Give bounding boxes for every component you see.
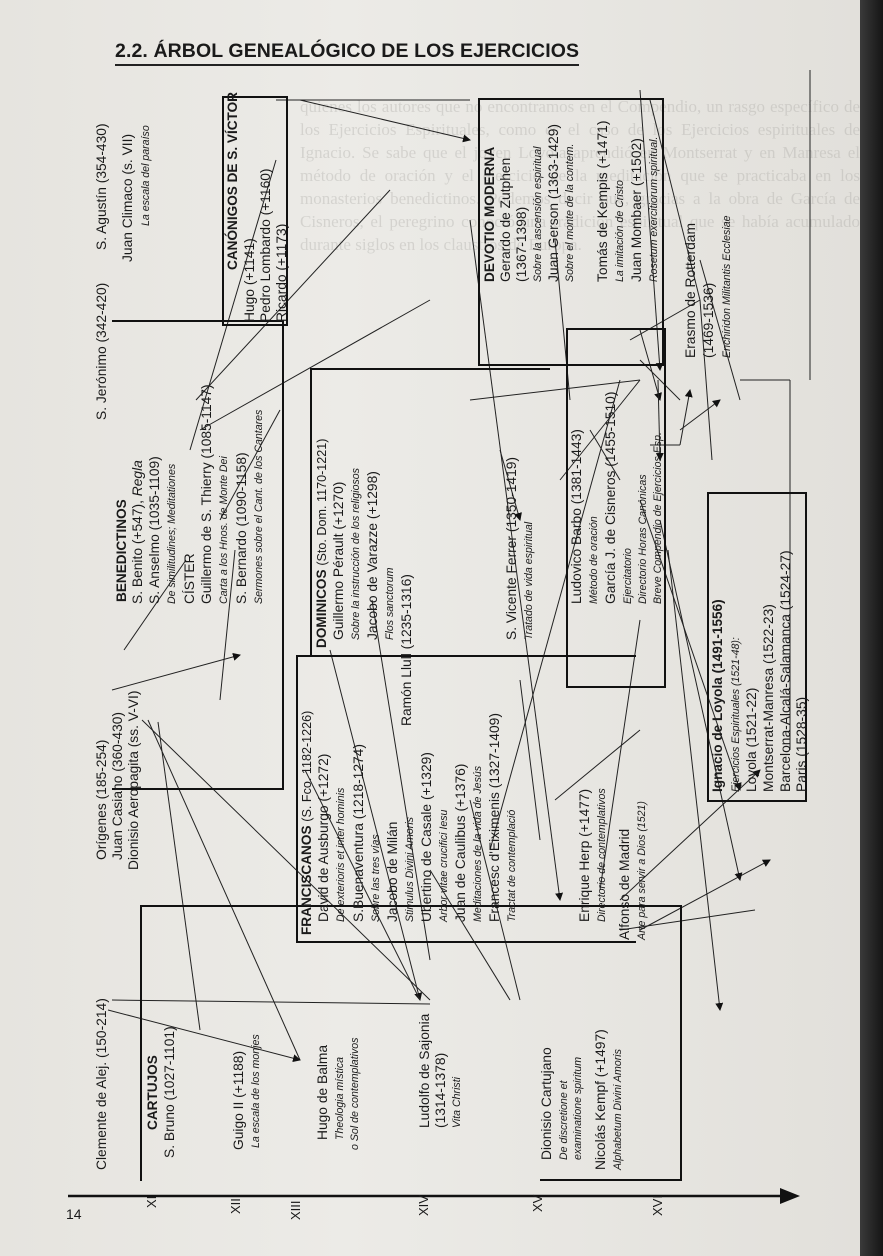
dominicos-heading-name: DOMINICOS: [314, 569, 329, 648]
ferrer-work: Tratado de vida espiritual: [523, 521, 535, 640]
erasmo-dates: (1469-1536): [701, 282, 716, 358]
mombaer-work: Rosetum exercitiorum spiritual.: [648, 136, 660, 282]
benito-label: [131, 460, 145, 604]
jeronimo-label: S. Jerónimo (342-420): [94, 282, 109, 420]
cartujos-heading: CARTUJOS: [145, 1055, 160, 1130]
century-xv: XV: [530, 1194, 545, 1212]
hugo-label: Hugo (+1141): [242, 238, 257, 322]
barbo-label: Ludovico Barbo (1381-1443): [569, 429, 584, 604]
ludolfo-work: Vita Christi: [451, 1076, 463, 1128]
buenaventura-work: Sobre las tres vías: [370, 834, 382, 922]
ignacio-work: Ejercicios Espirituales (1521-48):: [730, 637, 742, 792]
balma-label: Hugo de Balma: [315, 1044, 330, 1140]
climaco-label: Juan Climaco (s. VII): [120, 133, 135, 262]
milan-label: Jacobo de Milán: [385, 821, 400, 922]
ludolfo-dates: (1314-1378): [433, 1052, 448, 1128]
balma-work2: o Sol de contemplativos: [349, 1037, 361, 1150]
ignacio-paris: Paris (1528-35): [794, 696, 809, 792]
devotio-heading: DEVOTIO MODERNA: [482, 146, 497, 282]
dominicos-heading: [315, 439, 329, 649]
bernardo-work: Sermones sobre el Cant. de los Cantares: [253, 409, 265, 604]
franciscanos-heading-name: FRANCISCANOS: [299, 825, 314, 935]
gerson-label: Juan Gerson (1363-1429): [546, 124, 561, 282]
kempf-label: Nicolás Kempf (+1497): [593, 1029, 608, 1170]
ignacio-heading: Ignacio de Loyola (1491-1556): [710, 599, 725, 792]
century-xiv: XIV: [416, 1195, 431, 1216]
anselmo-label: S. Anselmo (1035-1109): [147, 456, 162, 604]
dionisio-cartujano-label: Dionisio Cartujano: [539, 1047, 554, 1160]
ferrer-label: S. Vicente Ferrer (1350-1419): [504, 456, 519, 640]
benito-work: Regla: [130, 460, 145, 497]
dionisio-areo-label: Dionisio Aeropagita (ss. V-VI): [126, 690, 141, 870]
ignacio-barcelona: Barcelona-Alcalá-Salamanca (1524-27): [778, 550, 793, 792]
milan-work: Stimulus Divini Amoris: [404, 817, 416, 922]
casale-work: Arbor vitae crucifici Iesu: [438, 809, 450, 922]
mombaer-label: Juan Mombaer (+1502): [629, 138, 644, 282]
ausburgo-work: De exterioris et inter hominis: [335, 787, 347, 922]
franciscanos-heading-dates: (S. Fco. 1182-1226): [300, 710, 314, 822]
cisneros-work3: Breve Compendio de Ejercicios Esp.: [652, 432, 664, 604]
herp-label: Enrique Herp (+1477): [577, 788, 592, 922]
benito-name: S. Benito (+547),: [130, 500, 145, 604]
century-xi: XI: [144, 1195, 159, 1208]
caulibus-label: Juan de Caulibus (+1376): [453, 763, 468, 922]
ludolfo-label: Ludolfo de Sajonia: [417, 1013, 432, 1128]
alfonso-label: Alfonso de Madrid: [617, 828, 632, 940]
zutphen-work: Sobre la ascensión espiritual: [532, 146, 544, 282]
zutphen-dates: (1367-1398): [514, 206, 529, 282]
origenes-label: Orígenes (185-254): [94, 739, 109, 860]
agustin-label: S. Agustín (354-430): [94, 123, 109, 250]
dionisio-work2: examinatione spiritum: [572, 1056, 584, 1160]
barbo-work: Método de oración: [588, 516, 600, 604]
ignacio-loyola: Loyola (1521-22): [744, 687, 759, 792]
cister-label: CÍSTER: [182, 553, 197, 604]
cisneros-work2: Directorio Horas Canónicas: [637, 474, 649, 604]
casale-label: Ubertino de Casale (+1329): [419, 752, 434, 922]
bruno-label: S. Bruno (1027-1101): [162, 1026, 177, 1158]
ignacio-montserrat: Montserrat-Manresa (1522-23): [761, 604, 776, 792]
century-xvi: XVI: [650, 1195, 665, 1216]
caulibus-work: Meditaciones de la vida de Jesús: [472, 765, 484, 922]
herp-work: Directorio de contemplativos: [596, 788, 608, 922]
cisneros-work1: Ejercitatorio: [622, 548, 634, 604]
erasmo-label: Erasmo de Rotterdam: [683, 223, 698, 358]
buenaventura-label: S.Buenaventura (1218-1274): [351, 744, 366, 922]
casiano-label: Juan Casiano (360-430): [110, 711, 125, 860]
gerson-work: Sobre el monte de la contem.: [564, 143, 576, 282]
kempf-work: Alphabetum Divini Amoris: [612, 1049, 624, 1170]
thierry-label: Guillermo de S. Thierry (1085-1147): [199, 384, 214, 604]
timeline-arrowhead: [780, 1188, 800, 1204]
book-binding-shadow: [860, 0, 883, 1256]
century-xiii: XIII: [288, 1200, 303, 1220]
franciscanos-heading: [300, 711, 314, 935]
page-number: 14: [66, 1206, 82, 1222]
perault-work: Sobre la instrucción de los religiosos: [350, 468, 362, 640]
page-title: 2.2. ÁRBOL GENEALÓGICO DE LOS EJERCICIOS: [115, 40, 579, 66]
varazze-work: Flos sanctorum: [384, 567, 396, 640]
anselmo-work: De similitudines; Meditationes: [166, 463, 178, 604]
bernardo-label: S. Bernardo (1090-1158): [234, 452, 249, 604]
balma-work1: Theologia mística: [334, 1056, 346, 1140]
varazze-label: Jacobo de Varazze (+1298): [365, 471, 380, 640]
ricardo-label: Ricardo (+1173): [274, 223, 289, 322]
kempis-label: Tomás de Kempis (+1471): [595, 120, 610, 282]
dominicos-heading-dates: (Sto. Dom. 1170-1221): [315, 438, 329, 566]
thierry-work: Carta a los Hnos. de Monte Dei: [218, 456, 230, 604]
century-xii: XII: [228, 1198, 243, 1214]
dionisio-work1: De discretione et: [558, 1080, 570, 1160]
ausburgo-label: David de Ausburgo (+1272): [316, 753, 331, 922]
bleed-through-text: quienes los autores que no encontramos en el Compendio, un rasgo específico de los Ejercicios Espirituales, como es el caso de los Ejercicios espirituales de Ignacio. Se sabe que el joven Loyola aprendió en Montserrat y en Manresa el método de oración y el ejercicio de la meditación que se practicaba en los monasterios benedictinos. Podemos decir que, gracias a la obra de García de Cisneros, el peregrino conoció una tradición espiritual que se había acumulado durante siglos en los claustros de Europa.: [300, 97, 860, 254]
kempis-work: La imitación de Cristo: [614, 180, 626, 282]
zutphen-label: Gerardo de Zutphen: [498, 157, 513, 282]
alfonso-work: Arte para servir a Dios (1521): [636, 801, 648, 940]
canonigos-heading: CANÓNIGOS DE S. VÍCTOR: [225, 92, 240, 270]
erasmo-work: Enchiridon Militantis Ecclesiae: [721, 215, 733, 358]
benedictinos-heading: BENEDICTINOS: [114, 499, 129, 602]
perault-label: Guillermo Pérault (+1270): [331, 481, 346, 640]
eximenis-label: Francesc d'Eiximenis (1327-1409): [487, 713, 502, 922]
llull-label: Ramón Llull (1235-1316): [399, 574, 414, 726]
guigo-work: La escala de los monjes: [250, 1034, 262, 1148]
climaco-work: La escala del paraíso: [140, 125, 152, 226]
pedro-lombardo-label: Pedro Lombardo (+1160): [258, 168, 273, 322]
clemente-label: Clemente de Alej. (150-214): [94, 998, 109, 1170]
eximenis-work: Tractat de contemplació: [506, 809, 518, 922]
guigo-label: Guigo II (+1188): [231, 1050, 246, 1150]
cisneros-label: García J. de Cisneros (1455-1510): [603, 391, 618, 604]
